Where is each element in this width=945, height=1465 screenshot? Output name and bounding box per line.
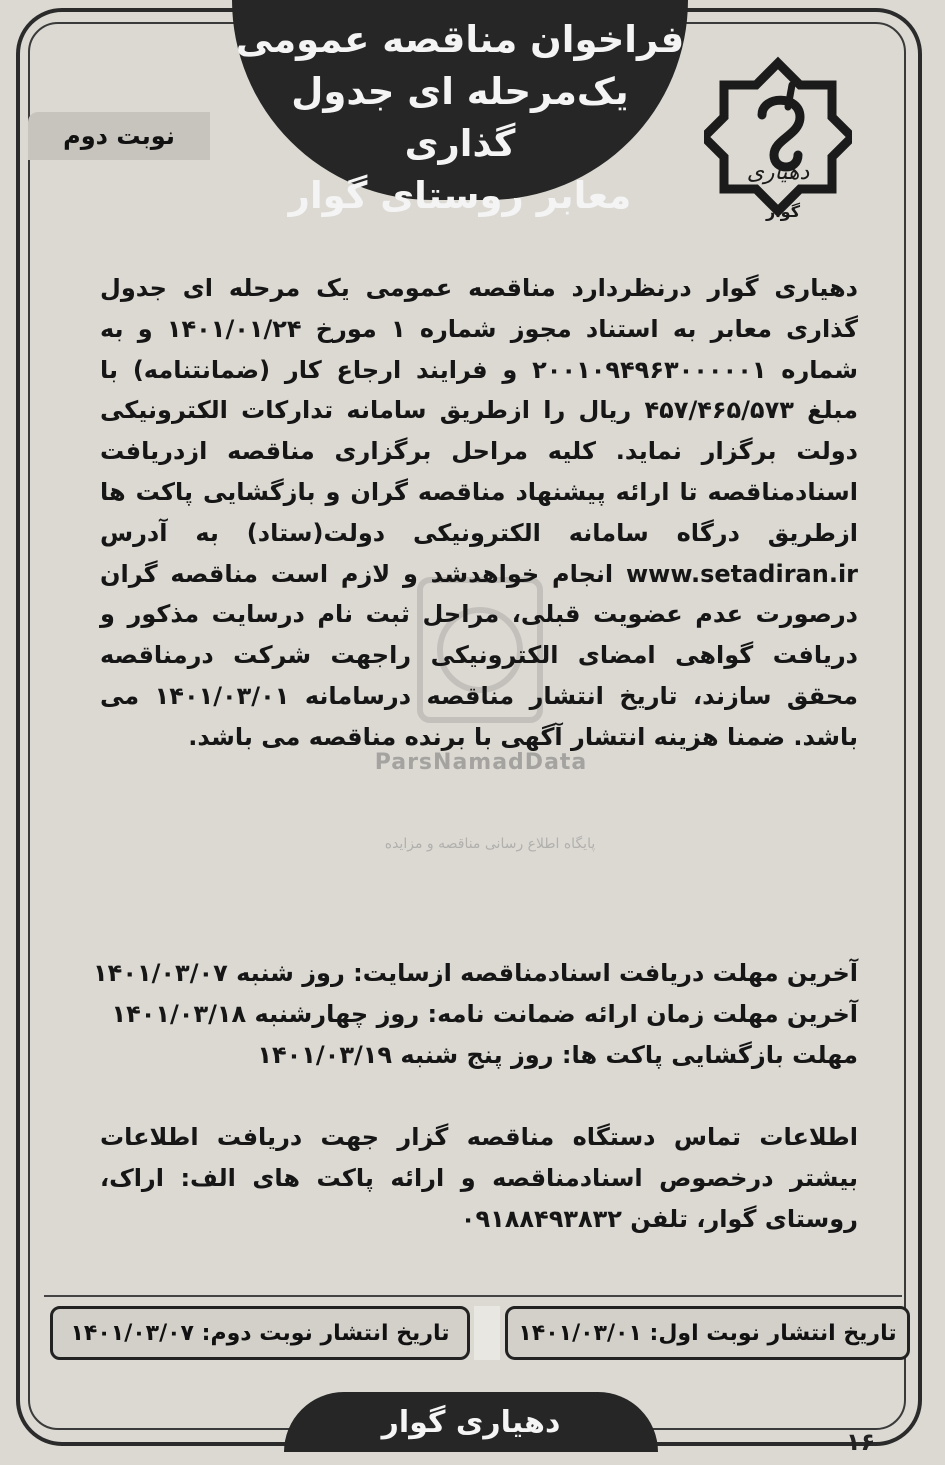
deadline-opening: مهلت بازگشایی پاکت ها: روز پنج شنبه ۱۴۰۱/۰۳/۱۹	[257, 1040, 858, 1069]
contact-info: اطلاعات تماس دستگاه مناقصه گزار جهت دریافت اطلاعات بیشتر درخصوص اسنادمناقصه و ارائه پاکت های الف: اراک، روستای گوار، تلفن ۰۹۱۸۸۴۹۳۸۳۲	[100, 1123, 858, 1233]
first-publication-date: تاریخ انتشار نوبت اول: ۱۴۰۱/۰۳/۰۱	[505, 1306, 910, 1360]
watermark-brand: ParsNamadData	[374, 750, 588, 775]
title-line-2: یک‌مرحله ای جدول گذاری	[291, 70, 629, 165]
announcement-paragraph: دهیاری گوار درنظردارد مناقصه عمومی یک مرحله ای جدول گذاری معابر به استناد مجوز شماره ۱ مورخ ۱۴۰۱/۰۱/۲۴ و به شماره ۲۰۰۱۰۹۴۹۶۳۰۰۰۰۰۱ و فرایند ارجاع کار (ضمانتنامه) با مبلغ ۴۵۷/۴۶۵/۵۷۳ ریال را ازطریق سامانه تدارکات الکترونیکی دولت برگزار نماید. کلیه مراحل برگزاری مناقصه ازدریافت اسنادمناقصه تا ارائه پیشنهاد مناقصه گران و بازگشایی پاکت ها ازطریق درگاه سامانه الکترونیکی دولت(ستاد) به آدرس www.setadiran.ir انجام خواهدشد و لازم است مناقصه گران درصورت عدم عضویت قبلی، مراحل ثبت نام درسایت مذکور و دریافت گواهی امضای الکترونیکی راجهت شرکت درمناقصه محقق سازند، تاریخ انتشار مناقصه درسامانه ۱۴۰۱/۰۳/۰۱ می باشد. ضمنا هزینه انتشار آگهی با برنده مناقصه می باشد.	[100, 274, 859, 751]
title-banner	[232, 0, 688, 217]
deadlines-list	[93, 953, 858, 1075]
emblem-sublabel: گوار	[765, 202, 801, 221]
section-divider	[44, 1295, 902, 1297]
emblem-label: دهیاری	[746, 160, 810, 185]
watermark-subtitle: پایگاه اطلاع رسانی مناقصه و مزایده	[384, 836, 596, 852]
deadline-guarantee: آخرین مهلت زمان ارائه ضمانت نامه: روز چهارشنبه ۱۴۰۱/۰۳/۱۸	[111, 999, 858, 1028]
title-line-3: معابر روستای گوار	[288, 174, 632, 217]
publication-separator	[474, 1306, 500, 1360]
footer-banner: دهیاری گوار	[284, 1392, 658, 1452]
announcement-body	[100, 268, 858, 758]
second-publication-date: تاریخ انتشار نوبت دوم: ۱۴۰۱/۰۳/۰۷	[50, 1306, 470, 1360]
title-line-1: فراخوان مناقصه عمومی	[235, 18, 685, 61]
page-number: ۱۶	[846, 1428, 876, 1456]
deadline-doc-receipt: آخرین مهلت دریافت اسنادمناقصه ازسایت: روز شنبه ۱۴۰۱/۰۳/۰۷	[93, 959, 858, 987]
issue-badge: نوبت دوم	[28, 112, 210, 160]
